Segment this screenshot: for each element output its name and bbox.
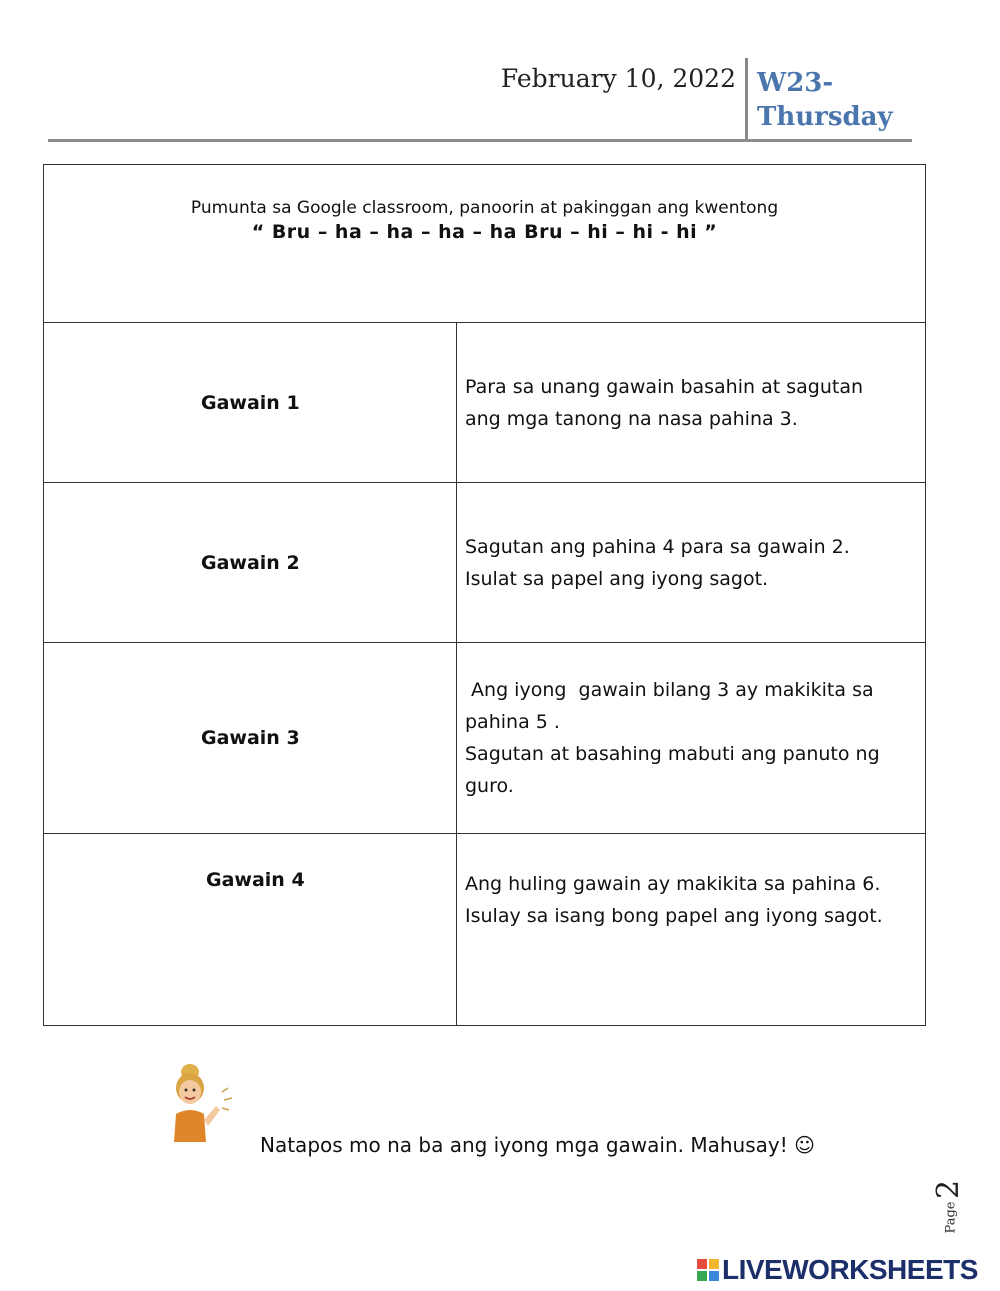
- task-row: [44, 483, 926, 643]
- logo-text: LIVEWORKSHEETS: [722, 1254, 978, 1285]
- week-label: W23-: [757, 68, 834, 98]
- liveworksheets-logo: [697, 1255, 978, 1285]
- task-description-line: Ang iyong gawain bilang 3 ay makikita sa: [465, 679, 874, 701]
- task-description-line: Para sa unang gawain basahin at sagutan: [465, 375, 863, 398]
- task-description: [457, 323, 926, 483]
- task-description: [457, 834, 926, 1026]
- intro-cell: [44, 165, 926, 323]
- task-label: Gawain 1: [44, 323, 457, 483]
- task-description-line: Sagutan ang pahina 4 para sa gawain 2.: [465, 535, 850, 558]
- page-word: Page: [943, 1201, 959, 1234]
- header-divider: [745, 58, 748, 140]
- page-number: 2: [931, 1179, 967, 1200]
- task-table: [43, 164, 926, 1026]
- story-title: “ Bru – ha – ha – ha – ha Bru – hi – hi - hi ”: [251, 221, 718, 243]
- task-row: [44, 643, 926, 834]
- page-number-block: [931, 1178, 973, 1238]
- task-description-line: Isulay sa isang bong papel ang iyong sagot.: [465, 905, 883, 927]
- closing-message: Natapos mo na ba ang iyong mga gawain. Mahusay! ☺: [260, 1133, 815, 1157]
- teacher-avatar: [168, 1062, 240, 1144]
- intro-instruction: Pumunta sa Google classroom, panoorin at pakinggan ang kwentong: [190, 198, 779, 218]
- task-description-line: guro.: [465, 775, 514, 797]
- header-week: [757, 66, 917, 134]
- header-date: February 10, 2022: [500, 64, 736, 93]
- task-label: Gawain 3: [44, 643, 457, 834]
- task-description-line: pahina 5 .: [465, 711, 560, 733]
- intro-row: [44, 165, 926, 323]
- task-label: Gawain 4: [44, 834, 457, 1026]
- task-description-line: Isulat sa papel ang iyong sagot.: [465, 567, 769, 590]
- task-label: Gawain 2: [44, 483, 457, 643]
- task-row: [44, 323, 926, 483]
- logo-blocks-icon: [697, 1259, 719, 1281]
- task-description-line: ang mga tanong na nasa pahina 3.: [465, 407, 798, 430]
- task-description: [457, 483, 926, 643]
- task-row: [44, 834, 926, 1026]
- task-description: [457, 643, 926, 834]
- task-description-line: Ang huling gawain ay makikita sa pahina 6.: [465, 873, 881, 895]
- header-rule: [48, 139, 912, 142]
- task-description-line: Sagutan at basahing mabuti ang panuto ng: [465, 743, 880, 765]
- weekday-label: Thursday: [757, 102, 893, 132]
